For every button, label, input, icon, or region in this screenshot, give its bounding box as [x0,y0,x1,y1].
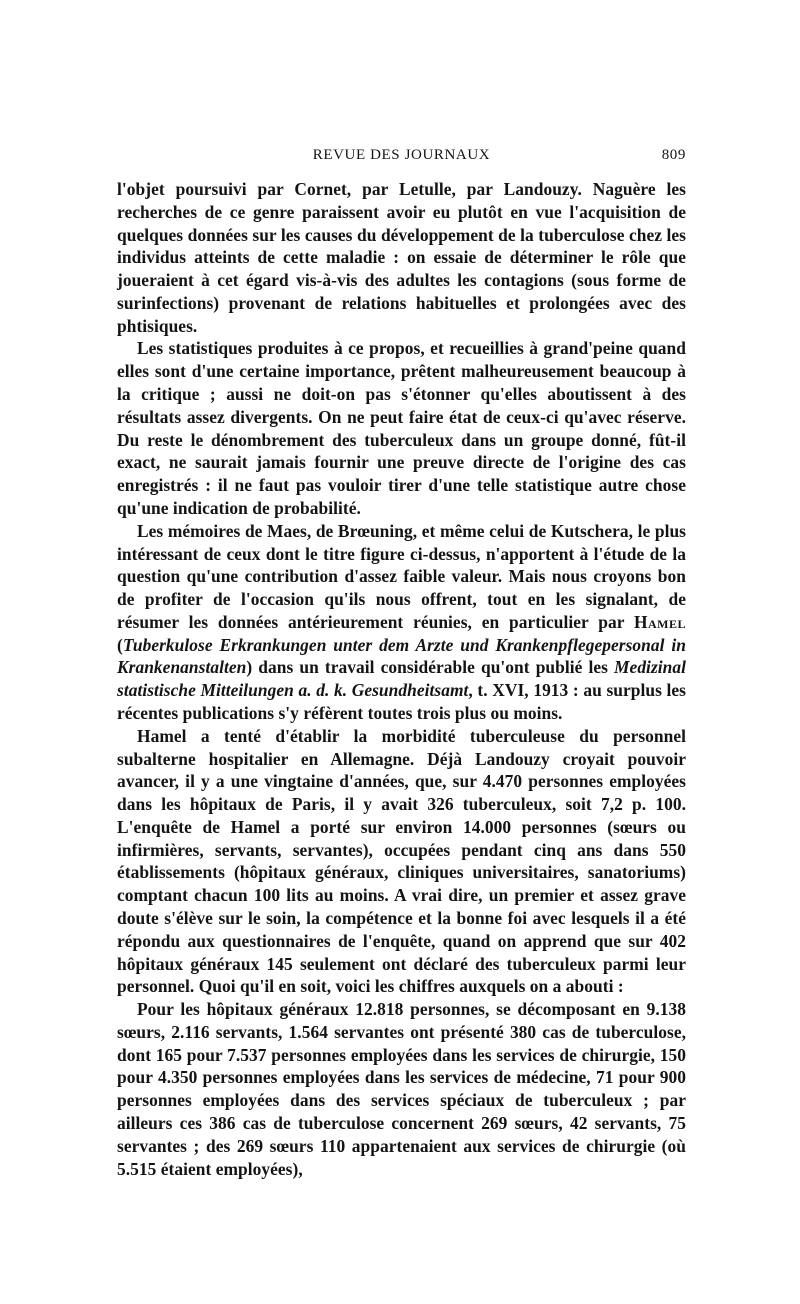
page-header [117,147,686,171]
cited-title: Tuberkulose Erkrankungen unter dem Arzte und Krankenpflegepersonal in Krankenanstalten [117,634,686,678]
paragraph-text: ) dans un travail considérable qu'ont publié les [246,657,615,678]
paragraph-text: ( [117,634,123,655]
journal-page [117,147,686,1180]
paragraph: Les statistiques produites à ce propos, et recueillies à grand'peine quand elles sont d'une certaine importance, prêtent malheureusement beaucoup à la critique ; aussi ne doit-on pas s'étonner qu'elles aboutissent à des résultats assez divergents. On ne peut faire état de ceux-ci qu'avec réserve. Du reste le dénombrement des tuberculeux dans un groupe donné, fût-il exact, ne saurait jamais fournir une preuve directe de l'origine des cas enregistrés : il ne faut pas vouloir tirer d'une telle statistique autre chose qu'une indication de probabilité. [117,338,686,518]
paragraph: l'objet poursuivi par Cornet, par Letulle, par Landouzy. Naguère les recherches de ce genre paraissent avoir eu plutôt en vue l'acquisition de quelques données sur les causes du développement de la tuberculose chez les individus atteints de cette maladie : on essaie de déterminer le rôle que joueraient à cet égard vis-à-vis des adultes les contagions (sous forme de surinfections) provenant de relations habituelles et prolongées avec des phtisiques. [117,179,686,336]
page-number: 809 [661,147,686,163]
running-title: REVUE DES JOURNAUX [312,147,491,163]
paragraph [117,520,686,725]
paragraph: Hamel a tenté d'établir la morbidité tuberculeuse du personnel subalterne hospitalier en Allemagne. Déjà Landouzy croyait pouvoir avancer, il y a une vingtaine d'années, que, sur 4.470 personnes employées dans les hôpitaux de Paris, il y avait 326 tuberculeux, soit 7,2 p. 100. L'enquête de Hamel a porté sur environ 14.000 personnes (sœurs ou infirmières, servants, servantes), occupées pendant cinq ans dans 550 établissements (hôpitaux généraux, cliniques universitaires, sanatoriums) comptant chacun 100 lits au moins. A vrai dire, un premier et assez grave doute s'élève sur le soin, la compétence et la bonne foi avec lesquels il a été répondu aux questionnaires de l'enquête, quand on apprend que sur 402 hôpitaux généraux 145 seulement ont déclaré des tuberculeux parmi leur personnel. Quoi qu'il en soit, voici les chiffres auxquels on a abouti : [117,725,686,997]
paragraph-text: Les mémoires de Maes, de Brœuning, et même celui de Kutschera, le plus intéressant de ceux dont le titre figure ci-dessus, n'apportent à l'étude de la question qu'une contribution d'assez faible valeur. Mais nous croyons bon de profiter de l'occasion qu'ils nous offrent, tout en les signalant, de résumer les données antérieurement réunies, en particulier par [117,520,686,632]
paragraph-text: , t. XVI, 1913 : au surplus les récentes publications s'y réfèrent toutes trois plus ou moins. [117,680,686,723]
paragraph: Pour les hôpitaux généraux 12.818 personnes, se décomposant en 9.138 sœurs, 2.116 servants, 1.564 servantes ont présenté 380 cas de tuberculose, dont 165 pour 7.537 personnes employées dans les services de chirurgie, 150 pour 4.350 personnes employées dans les services de médecine, 71 pour 900 personnes employées dans des services spéciaux de tuberculeux ; par ailleurs ces 386 cas de tuberculose concernent 269 sœurs, 42 servants, 75 servantes ; des 269 sœurs 110 appartenaient aux services de chirurgie (où 5.515 étaient employées), [117,999,686,1179]
journal-title: Medizinal statistische Mitteilungen a. d. k. Gesundheitsamt [117,657,686,701]
author-name: Hamel [633,611,686,632]
article-body [117,178,686,1180]
